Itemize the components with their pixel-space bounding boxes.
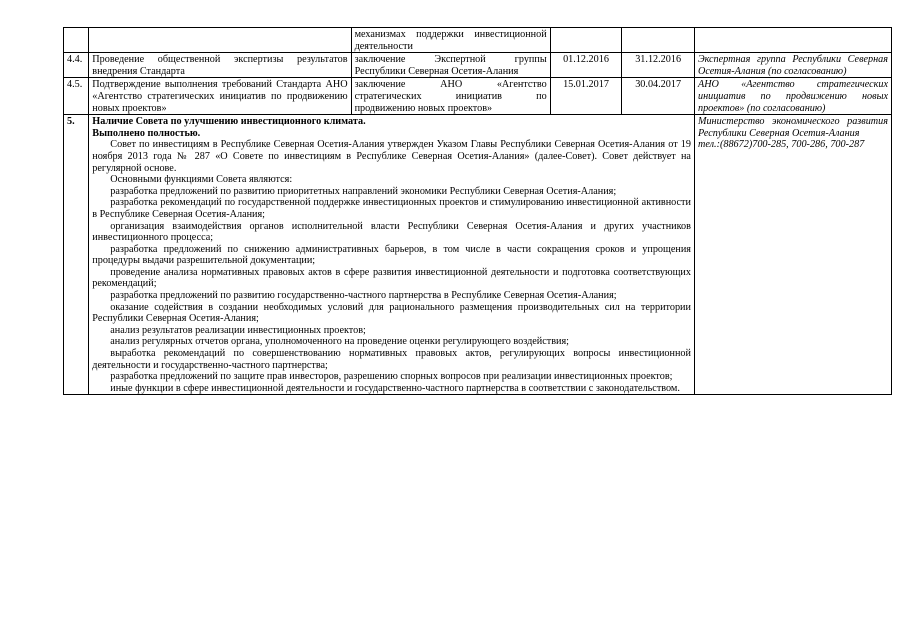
table-row [64, 28, 892, 53]
task-cell: Проведение общественной экспертизы результатов внедрения Стандарта [89, 53, 351, 78]
function-item: разработка предложений по защите прав инвесторов, разрешению спорных вопросов при реализации инвестиционных проектов; [110, 371, 673, 383]
function-item: организация взаимодействия органов исполнительной власти Республики Северная Осетия-Алания и других участников инвестиционного процесса; [92, 220, 691, 244]
task-cell [89, 28, 351, 53]
start-date-cell: 15.01.2017 [550, 78, 622, 115]
functions-heading: Основными функциями Совета являются: [110, 174, 293, 186]
function-item: анализ регулярных отчетов органа, уполномоченного на проведение оценки регулирующего воздействия; [110, 336, 570, 348]
section-title: Наличие Совета по улучшению инвестиционного климата. [92, 116, 366, 128]
function-item: разработка рекомендаций по государственной поддержке инвестиционных проектов и стимулированию инвестиционной активности в Республике Северная Осетия-Алания; [92, 197, 691, 220]
function-item: оказание содействия в создании необходимых условий для рационального размещения производительных сил на территории Республики Северная Осетия-Алания; [92, 301, 691, 325]
responsible-cell: АНО «Агентство стратегических инициатив по продвижению новых проектов» (по согласованию) [694, 78, 891, 115]
row-number-cell: 4.4. [64, 53, 89, 78]
responsible-phone: тел.:(88672)700-285, 700-286, 700-287 [697, 139, 865, 151]
intro-paragraph: Совет по инвестициям в Республике Северная Осетия-Алания утвержден Указом Главы Республики Северная Осетия-Алания от 19 ноября 2013 года № 287 «О Совете по инвестициям в Республике Северная Осетия-Алания» (далее-Совет). Совет действует на регулярной основе. [92, 139, 691, 174]
table-row [64, 78, 892, 115]
responsible-ministry: Министерство экономического развития Республики Северная Осетия-Алания [697, 116, 888, 139]
function-item: иные функции в сфере инвестиционной деятельности и государственно-частного партнерства в соответствии с законодательством. [110, 382, 680, 394]
function-item: выработка рекомендаций по совершенствованию нормативных правовых актов, регулирующих вопросы инвестиционной деятельности и государственно-частного партнерства; [92, 348, 691, 371]
status-text: Выполнено полностью. [92, 127, 201, 139]
function-item: проведение анализа нормативных правовых актов в сфере развития инвестиционной деятельности и подготовка соответствующих рекомендаций; [92, 266, 691, 290]
end-date-cell: 31.12.2016 [622, 53, 695, 78]
responsible-cell [694, 115, 891, 395]
end-date-cell [622, 28, 695, 53]
start-date-cell: 01.12.2016 [550, 53, 622, 78]
function-item: разработка предложений по снижению административных барьеров, в том числе в части сокращения сроков и упрощения процедуры выдачи разрешительной документации; [92, 243, 691, 267]
row-number-cell: 4.5. [64, 78, 89, 115]
section-number-cell: 5. [64, 115, 89, 395]
function-item: анализ результатов реализации инвестиционных проектов; [110, 324, 366, 336]
task-cell: Подтверждение выполнения требований Стандарта АНО «Агентство стратегических инициатив по продвижению новых проектов» [89, 78, 351, 115]
row-number-cell [64, 28, 89, 53]
section-content-cell [89, 115, 695, 395]
function-item: разработка предложений по развитию государственно-частного партнерства в Республике Северная Осетия-Алания; [110, 290, 617, 302]
start-date-cell [550, 28, 622, 53]
result-cell: механизмах поддержки инвестиционной деятельности [351, 28, 550, 53]
end-date-cell: 30.04.2017 [622, 78, 695, 115]
table-row [64, 53, 892, 78]
table-row [64, 115, 892, 395]
responsible-cell: Экспертная группа Республики Северная Осетия-Алания (по согласованию) [694, 53, 891, 78]
result-cell: заключение АНО «Агентство стратегических инициатив по продвижению новых проектов» [351, 78, 550, 115]
result-cell: заключение Экспертной группы Республики Северная Осетия-Алания [351, 53, 550, 78]
plan-table [63, 27, 892, 395]
function-item: разработка предложений по развитию приоритетных направлений экономики Республики Северная Осетия-Алания; [110, 185, 617, 197]
responsible-cell [694, 28, 891, 53]
